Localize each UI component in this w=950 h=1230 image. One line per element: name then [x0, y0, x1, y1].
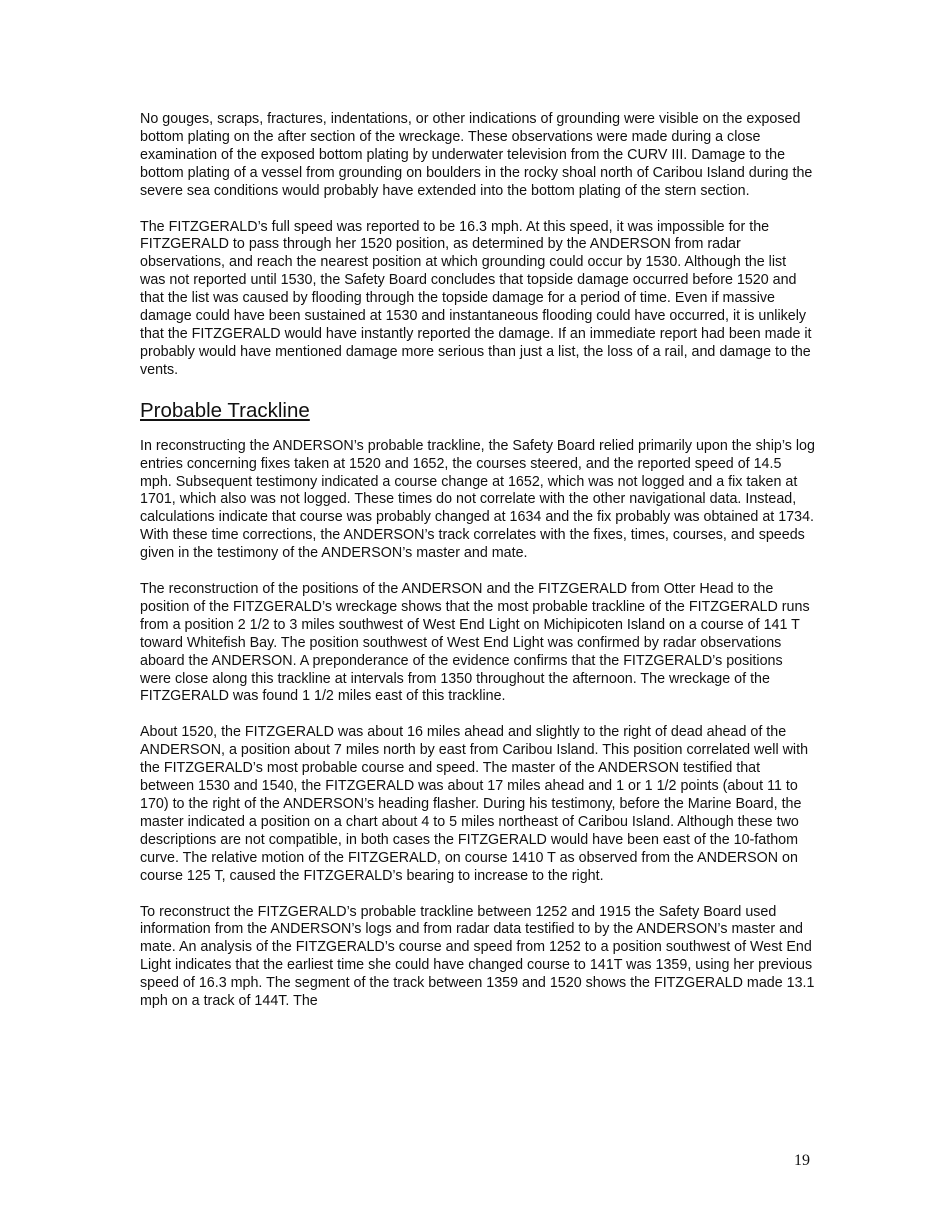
paragraph-anderson-trackline: In reconstructing the ANDERSON’s probable trackline, the Safety Board relied primarily upon the ship’s log entries concerning fixes taken at 1520 and 1652, the courses steered, and the reported speed of 14.5 mph. Subsequent testimony indicated a course change at 1652, which was not logged and a fix taken at 1701, which also was not logged. These times do not correlate with the other navigational data. Instead, calculations indicate that course was probably changed at 1634 and the fix probably was obtained at 1734. With these time corrections, the ANDERSON’s track correlates with the fixes, times, courses, and speeds given in the testimony of the ANDERSON’s master and mate. — [140, 437, 815, 562]
section-heading-probable-trackline: Probable Trackline — [140, 398, 310, 422]
paragraph-reconstruction-positions: The reconstruction of the positions of the ANDERSON and the FITZGERALD from Otter Head to the position of the FITZGERALD’s wreckage shows that the most probable trackline of the FITZGERALD runs from a position 2 1/2 to 3 miles southwest of West End Light on Michipicoten Island on a course of 141 T toward Whitefish Bay. The position southwest of West End Light was confirmed by radar observations aboard the ANDERSON. A preponderance of the evidence confirms that the FITZGERALD’s positions were close along this trackline at intervals from 1350 throughout the afternoon. The wreckage of the FITZGERALD was found 1 1/2 miles east of this trackline. — [140, 581, 810, 705]
paragraph-fitzgerald-speed: The FITZGERALD’s full speed was reported to be 16.3 mph. At this speed, it was impossible for the FITZGERALD to pass through her 1520 position, as determined by the ANDERSON from radar observations, and reach the nearest position at which grounding could occur by 1530. Although the list was not reported until 1530, the Safety Board concludes that topside damage occurred before 1520 and that the list was caused by flooding through the topside damage for a period of time. Even if massive damage could have been sustained at 1530 and instantaneous flooding could have occurred, it is unlikely that the FITZGERALD would have instantly reported the damage. If an immediate report had been made it probably would have mentioned damage more serious than just a list, the loss of a rail, and damage to the vents. — [140, 218, 812, 378]
document-body — [140, 111, 815, 1029]
paragraph-reconstruct-trackline: To reconstruct the FITZGERALD’s probable trackline between 1252 and 1915 the Safety Board used information from the ANDERSON’s logs and from radar data testified to by the ANDERSON’s master and mate. An analysis of the FITZGERALD’s course and speed from 1252 to a position southwest of West End Light indicates that the earliest time she could have changed course to 141T was 1359, using her previous speed of 16.3 mph. The segment of the track between 1359 and 1520 shows the FITZGERALD made 13.1 mph on a track of 144T. The — [140, 903, 815, 1010]
page-number: 19 — [794, 1152, 810, 1169]
paragraph-grounding-observations: No gouges, scraps, fractures, indentations, or other indications of grounding were visible on the exposed bottom plating on the after section of the wreckage. These observations were made during a close examination of the exposed bottom plating by underwater television from the CURV III. Damage to the bottom plating of a vessel from grounding on boulders in the rocky shoal north of Caribou Island during the severe sea conditions would probably have extended into the bottom plating of the stern section. — [140, 111, 813, 199]
paragraph-position-1520: About 1520, the FITZGERALD was about 16 miles ahead and slightly to the right of dead ahead of the ANDERSON, a position about 7 miles north by east from Caribou Island. This position correlated well with the FITZGERALD’s most probable course and speed. The master of the ANDERSON testified that between 1530 and 1540, the FITZGERALD was about 17 miles ahead and 1 or 1 1/2 points (about 11 to 170) to the right of the ANDERSON’s heading flasher. During his testimony, before the Marine Board, the master indicated a position on a chart about 4 to 5 miles northeast of Caribou Island. Although these two descriptions are not compatible, in both cases the FITZGERALD would have been east of the 10-fathom curve. The relative motion of the FITZGERALD, on course 1410 T as observed from the ANDERSON on course 125 T, caused the FITZGERALD’s bearing to increase to the right. — [140, 724, 809, 884]
